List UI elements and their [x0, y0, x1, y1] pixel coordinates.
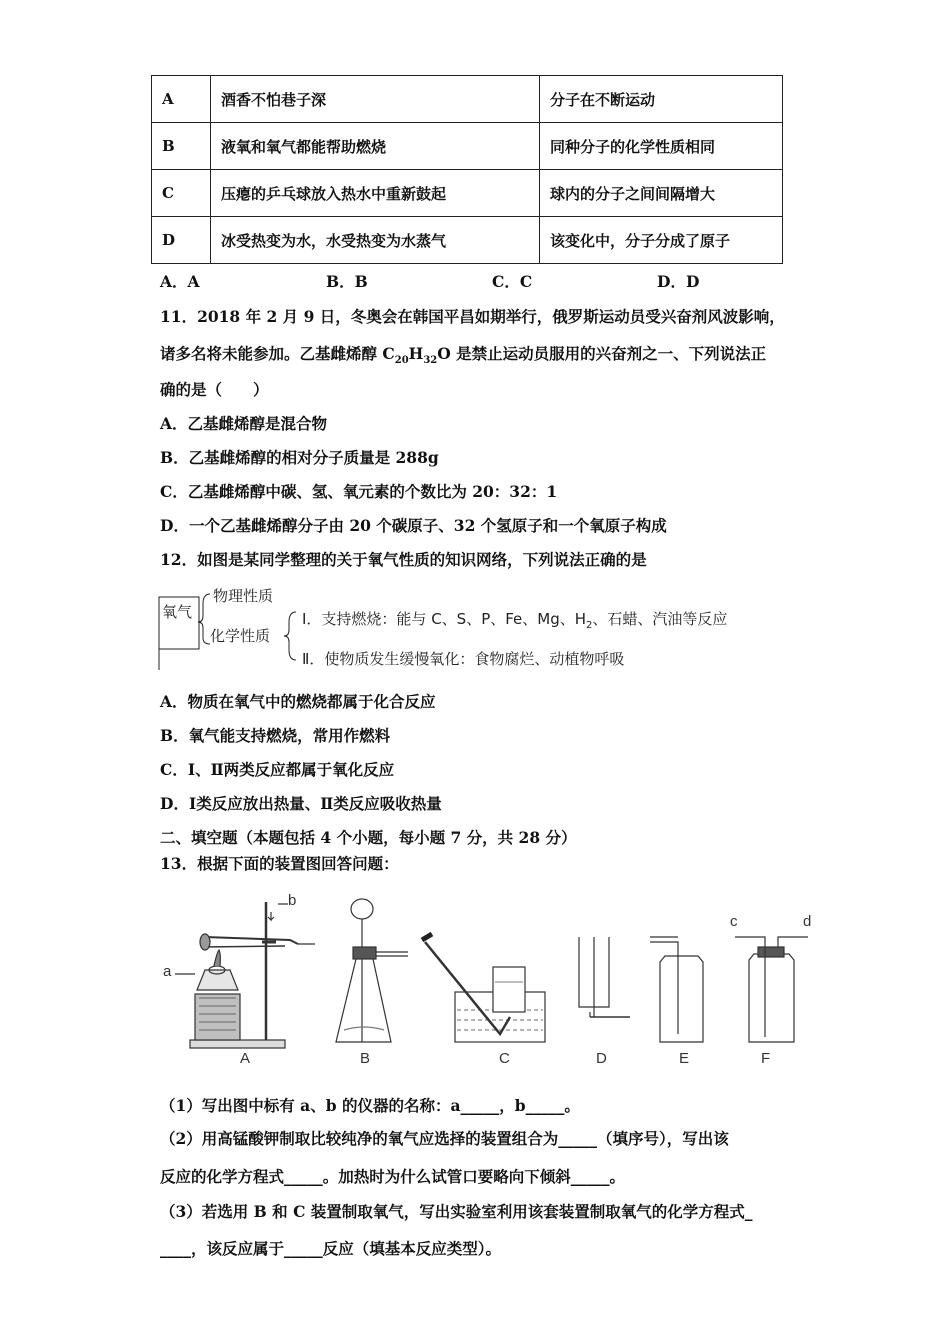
q13-sub3-line2: ____，该反应属于_____反应（填基本反应类型）。: [160, 1239, 502, 1258]
section-2-heading: 二、填空题（本题包括 4 个小题，每小题 7 分，共 28 分）: [160, 828, 577, 847]
q12-option-b: B．氧气能支持燃烧，常用作燃料: [160, 726, 391, 745]
network-item-2: Ⅱ．使物质发生缓慢氧化：食物腐烂、动植物呼吸: [302, 650, 625, 668]
chemical-properties: 化学性质: [210, 627, 271, 645]
row-explanation: 分子在不断运动: [540, 76, 783, 123]
label-b: b: [288, 892, 297, 909]
table-row: [152, 217, 783, 264]
apparatus-d-drawing: [579, 937, 630, 1017]
brace-1: [198, 594, 210, 644]
q13-sub3-line1: （3）若选用 B 和 C 装置制取氧气，写出实验室利用该套装置制取氧气的化学方程式_: [160, 1202, 753, 1221]
table-row: [152, 76, 783, 123]
apparatus-a-drawing: [175, 902, 315, 1048]
q10-choice-d: D．D: [657, 272, 700, 291]
q11-option-b: B．乙基雌烯醇的相对分子质量是 288g: [160, 448, 439, 467]
apparatus-c-drawing: [422, 934, 545, 1042]
row-key: A: [152, 76, 211, 123]
row-key: B: [152, 123, 211, 170]
physical-properties: 物理性质: [213, 587, 274, 605]
q11-option-d: D．一个乙基雌烯醇分子由 20 个碳原子、32 个氢原子和一个氧原子构成: [160, 516, 667, 535]
row-phenomenon: 液氧和氧气都能帮助燃烧: [211, 123, 540, 170]
apparatus-label-a: A: [240, 1050, 251, 1067]
apparatus-label-e: E: [679, 1050, 690, 1067]
apparatus-b-drawing: [336, 899, 408, 1042]
row-phenomenon: 冰受热变为水，水受热变为水蒸气: [211, 217, 540, 264]
oxygen-root: 氧气: [162, 603, 193, 621]
q10-choice-b: B．B: [326, 272, 368, 291]
apparatus-e-drawing: [650, 937, 703, 1042]
q11-line2: 诸多名将未能参加。乙基雌烯醇 $C_{20}H_{32}O$ 是禁止运动员服用的兴奋剂之一、下列说法正: [160, 344, 767, 367]
q13-stem: 13．根据下面的装置图回答问题：: [160, 854, 399, 873]
table-row: [152, 170, 783, 217]
row-phenomenon: 压瘪的乒乓球放入热水中重新鼓起: [211, 170, 540, 217]
row-key: C: [152, 170, 211, 217]
q11-line3: 确的是（ ）: [160, 380, 269, 399]
apparatus-figure: [150, 882, 830, 1072]
row-phenomenon: 酒香不怕巷子深: [211, 76, 540, 123]
q12-option-c: C．Ⅰ、Ⅱ两类反应都属于氧化反应: [160, 760, 395, 779]
apparatus-label-c: C: [499, 1050, 510, 1067]
q11-option-a: A．乙基雌烯醇是混合物: [160, 414, 328, 433]
apparatus-label-f: F: [761, 1050, 771, 1067]
q11-line1: 11．2018 年 2 月 9 日，冬奥会在韩国平昌如期举行，俄罗斯运动员受兴奋剂风波影响，: [160, 307, 785, 326]
q10-choice-c: C．C: [492, 272, 533, 291]
row-explanation: 球内的分子之间间隔增大: [540, 170, 783, 217]
label-d: d: [803, 913, 812, 930]
table-row: [152, 123, 783, 170]
q12-option-a: A．物质在氧气中的燃烧都属于化合反应: [160, 692, 436, 711]
q12-option-d: D．Ⅰ类反应放出热量、Ⅱ类反应吸收热量: [160, 794, 442, 813]
brace-2: [284, 612, 296, 660]
q13-sub2-line2: 反应的化学方程式_____。加热时为什么试管口要略向下倾斜_____。: [160, 1167, 626, 1186]
row-explanation: 该变化中，分子分成了原子: [540, 217, 783, 264]
row-key: D: [152, 217, 211, 264]
q13-sub1: （1）写出图中标有 a、b 的仪器的名称：a_____，b_____。: [160, 1096, 580, 1115]
q12-stem: 12．如图是某同学整理的关于氧气性质的知识网络，下列说法正确的是: [160, 550, 647, 569]
network-item-1: Ⅰ．支持燃烧：能与 C、S、P、Fe、Mg、$H_2$、石蜡、汽油等反应: [302, 610, 728, 631]
q11-option-c: C．乙基雌烯醇中碳、氢、氧元素的个数比为 20：32：1: [160, 482, 558, 501]
label-c: c: [730, 913, 738, 930]
apparatus-label-d: D: [596, 1050, 607, 1067]
apparatus-f-drawing: [735, 937, 808, 1042]
label-a: a: [163, 963, 172, 980]
row-explanation: 同种分子的化学性质相同: [540, 123, 783, 170]
q13-sub2-line1: （2）用高锰酸钾制取比较纯净的氧气应选择的装置组合为_____（填序号），写出该: [160, 1129, 729, 1148]
q10-table: [151, 75, 783, 264]
q10-choice-a: A．A: [160, 272, 200, 291]
apparatus-label-b: B: [360, 1050, 371, 1067]
